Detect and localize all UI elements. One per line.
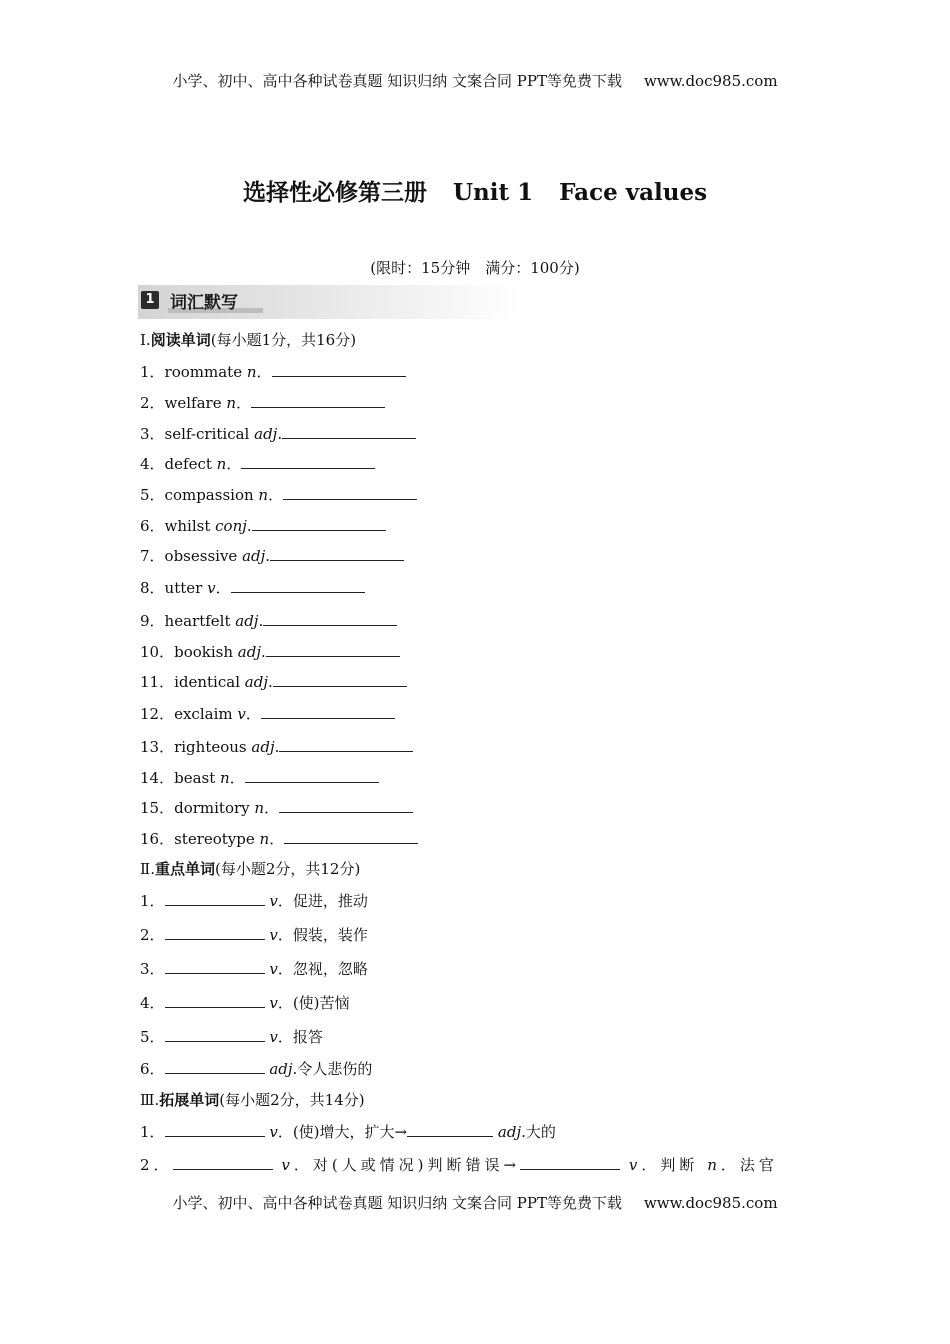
title-unit: Unit 1 [452,179,534,206]
answer-blank[interactable] [165,925,265,940]
answer-blank[interactable] [165,891,265,906]
section-label: 阅读单词 [150,331,211,349]
answer-blank[interactable] [245,768,379,783]
section-roman: Ⅱ. [140,860,155,878]
banner-label: 词汇默写 [170,293,238,313]
answer-blank[interactable] [165,959,265,974]
footer-site: www.doc985.com [643,1194,778,1212]
answer-blank[interactable] [165,1059,265,1074]
answer-blank[interactable] [252,516,386,531]
list-item: 4．defect n． [140,454,375,474]
list-item: 5． v．报答 [140,1028,323,1046]
arrow-icon: → [503,1156,521,1174]
answer-blank[interactable] [165,993,265,1008]
answer-blank[interactable] [173,1155,273,1170]
answer-blank[interactable] [241,454,375,469]
section-note: (每小题1分，共16分) [210,331,357,349]
answer-blank[interactable] [231,578,365,593]
answer-blank[interactable] [251,393,385,408]
list-item: 11．identical adj. [140,672,407,692]
answer-blank[interactable] [165,1122,265,1137]
section-banner [138,285,520,319]
answer-blank[interactable] [407,1122,493,1137]
list-item: 12．exclaim v． [140,704,395,724]
answer-blank[interactable] [284,829,418,844]
answer-blank[interactable] [266,642,400,657]
list-item: 3． v．忽视，忽略 [140,960,368,978]
header-site: www.doc985.com [643,72,778,90]
section-label: 拓展单词 [159,1091,220,1109]
footer-text: 小学、初中、高中各种试卷真题 知识归纳 文案合同 PPT等免费下载 [172,1194,622,1212]
banner-number-icon: 1 [141,291,159,309]
page-footer [0,1192,950,1213]
answer-blank[interactable] [282,424,416,439]
list-item: 7．obsessive adj. [140,546,404,566]
answer-blank[interactable] [283,485,417,500]
title-name: Face values [559,179,708,206]
section-label: 重点单词 [154,860,215,878]
list-item: 1．roommate n． [140,362,406,382]
answer-blank[interactable] [273,672,407,687]
section-heading-1 [140,330,356,350]
answer-blank[interactable] [520,1155,620,1170]
section-roman: Ⅲ. [140,1091,160,1109]
answer-blank[interactable] [165,1027,265,1042]
list-item: 16．stereotype n． [140,829,418,849]
list-item: 2． v．对(人或情况)判断错误→ v．判断 n．法官 [140,1156,778,1174]
list-item: 6．whilst conj. [140,516,386,536]
list-item: 9．heartfelt adj. [140,611,397,631]
list-item: 10．bookish adj. [140,642,400,662]
header-text: 小学、初中、高中各种试卷真题 知识归纳 文案合同 PPT等免费下载 [172,72,622,90]
answer-blank[interactable] [263,611,397,626]
section-heading-2 [140,859,360,879]
list-item: 2． v．假装，装作 [140,926,368,944]
section-note: (每小题2分，共14分) [219,1091,365,1109]
title-cn: 选择性必修第三册 [242,179,427,206]
arrow-icon: → [394,1123,408,1141]
list-item: 15．dormitory n． [140,798,413,818]
list-item: 14．beast n． [140,768,379,788]
page-header [0,70,950,91]
section-heading-3 [140,1090,365,1110]
answer-blank[interactable] [279,737,413,752]
answer-blank[interactable] [261,704,395,719]
list-item: 1． v．(使)增大，扩大→ adj.大的 [140,1123,556,1141]
list-item: 5．compassion n． [140,485,417,505]
answer-blank[interactable] [270,546,404,561]
page-title [0,174,950,207]
list-item: 4． v．(使)苦恼 [140,994,350,1012]
list-item: 3．self-critical adj. [140,424,416,444]
section-roman: Ⅰ. [140,331,151,349]
list-item: 6． adj.令人悲伤的 [140,1060,373,1078]
list-item: 8．utter v． [140,578,365,598]
time-limit: (限时：15分钟 满分：100分) [370,259,580,277]
list-item: 1． v．促进，推动 [140,892,368,910]
list-item: 2．welfare n． [140,393,385,413]
answer-blank[interactable] [279,798,413,813]
answer-blank[interactable] [272,362,406,377]
list-item: 13．righteous adj. [140,737,413,757]
section-note: (每小题2分，共12分) [214,860,361,878]
